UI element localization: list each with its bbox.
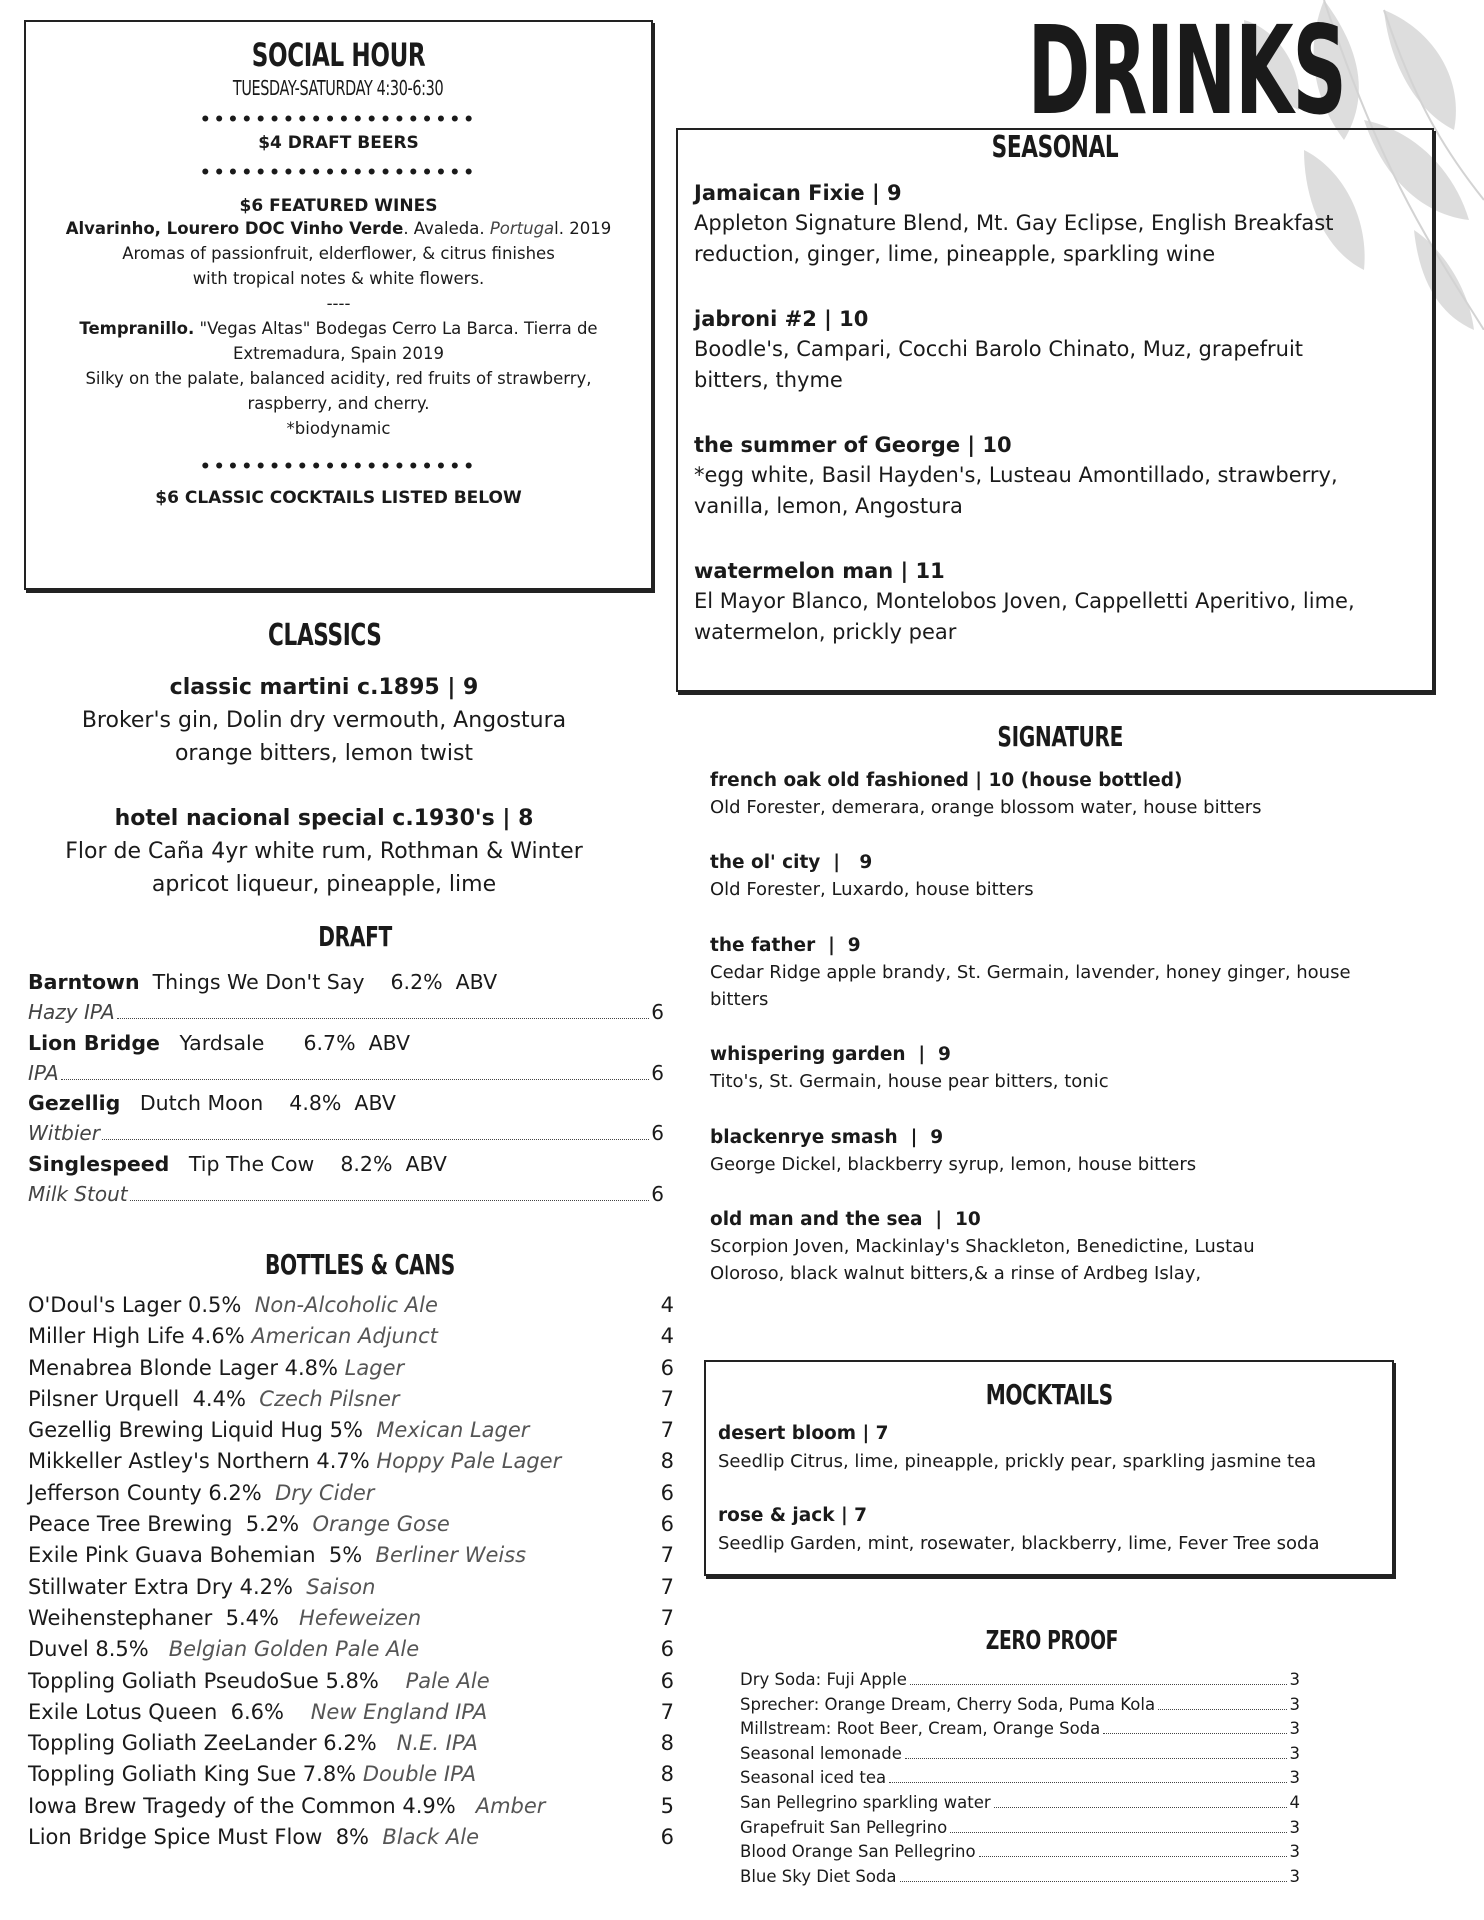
bottle-item: Toppling Goliath ZeeLander 6.2% N.E. IPA 8: [28, 1731, 674, 1756]
bottle-item: Pilsner Urquell 4.4% Czech Pilsner 7: [28, 1386, 674, 1411]
draft-item: Gezellig Dutch Moon 4.8% ABV Witbier 6: [28, 1091, 664, 1145]
bottle-item: Exile Pink Guava Bohemian 5% Berliner Weiss 7: [28, 1543, 674, 1568]
wine-1: Alvarinho, Lourero DOC Vinho Verde. Avaleda. Portugal. 2019 Aromas of passionfruit, elderflower, & citrus finishes with tropical notes & white flowers. ----: [65, 219, 612, 313]
bottles-heading: BOTTLES & CANS: [265, 1248, 455, 1281]
bottle-item: Duvel 8.5% Belgian Golden Pale Ale 6: [28, 1637, 674, 1662]
bottle-item: Gezellig Brewing Liquid Hug 5% Mexican Lager 7: [28, 1418, 674, 1443]
page-title: DRINKS: [1027, 0, 1346, 142]
signature-item: blackenrye smash | 9 George Dickel, blackberry syrup, lemon, house bitters: [710, 1127, 1197, 1175]
seasonal-item: watermelon man | 11 El Mayor Blanco, Montelobos Joven, Cappelletti Aperitivo, lime, watermelon, prickly pear: [694, 559, 1355, 644]
social-hour-hours: TUESDAY-SATURDAY 4:30-6:30: [233, 76, 444, 100]
zero-proof-item: Grapefruit San Pellegrino 3: [740, 1817, 1300, 1837]
zero-proof-list: [740, 1670, 1300, 1891]
dots-divider: ••••••••••••••••••••: [199, 457, 478, 477]
draft-item: Lion Bridge Yardsale 6.7% ABV IPA 6: [28, 1031, 664, 1085]
bottle-item: Miller High Life 4.6% American Adjunct 4: [28, 1324, 674, 1349]
bottle-item: Jefferson County 6.2% Dry Cider 6: [28, 1480, 674, 1505]
zero-proof-item: Blue Sky Diet Soda 3: [740, 1866, 1300, 1886]
mocktails-heading: MOCKTAILS: [985, 1378, 1113, 1411]
signature-item: old man and the sea | 10 Scorpion Joven, Mackinlay's Shackleton, Benedictine, Lustau Oloroso, black walnut bitters,& a rinse of Ardbeg Islay,: [710, 1209, 1255, 1284]
featured-wines-deal: $6 FEATURED WINES: [239, 196, 438, 216]
signature-item: the father | 9 Cedar Ridge apple brandy, St. Germain, lavender, honey ginger, house bitters: [710, 935, 1351, 1010]
social-hour-box: [24, 20, 653, 590]
dots-divider: ••••••••••••••••••••: [199, 110, 478, 130]
bottle-item: Toppling Goliath PseudoSue 5.8% Pale Ale 6: [28, 1668, 674, 1693]
signature-heading: SIGNATURE: [997, 720, 1123, 753]
draft-item: Barntown Things We Don't Say 6.2% ABV Hazy IPA 6: [28, 970, 664, 1024]
mocktail-item: rose & jack | 7 Seedlip Garden, mint, rosewater, blackberry, lime, Fever Tree soda: [718, 1505, 1320, 1554]
signature-item: the ol' city | 9 Old Forester, Luxardo, house bitters: [710, 852, 1034, 900]
mocktail-item: desert bloom | 7 Seedlip Citrus, lime, pineapple, prickly pear, sparkling jasmine tea: [718, 1423, 1317, 1472]
seasonal-box: [676, 128, 1434, 692]
bottle-item: Menabrea Blonde Lager 4.8% Lager 6: [28, 1355, 674, 1380]
classic-cocktails-deal: $6 CLASSIC COCKTAILS LISTED BELOW: [155, 488, 522, 508]
zero-proof-item: Seasonal iced tea 3: [740, 1768, 1300, 1788]
social-hour-heading: SOCIAL HOUR: [251, 36, 426, 74]
seasonal-heading: SEASONAL: [991, 130, 1119, 165]
signature-item: whispering garden | 9 Tito's, St. Germain, house pear bitters, tonic: [710, 1044, 1109, 1092]
draft-heading: DRAFT: [318, 920, 392, 953]
zero-proof-item: San Pellegrino sparkling water 4: [740, 1792, 1300, 1812]
zero-proof-heading: ZERO PROOF: [985, 1626, 1119, 1656]
bottles-list: [28, 1293, 674, 1856]
signature-item: french oak old fashioned | 10 (house bottled) Old Forester, demerara, orange blossom water, house bitters: [710, 770, 1262, 818]
seasonal-item: jabroni #2 | 10 Boodle's, Campari, Cocchi Barolo Chinato, Muz, grapefruit bitters, thyme: [694, 307, 1304, 392]
zero-proof-item: Sprecher: Orange Dream, Cherry Soda, Puma Kola 3: [740, 1694, 1300, 1714]
draft-beers-deal: $4 DRAFT BEERS: [258, 133, 419, 153]
seasonal-item: Jamaican Fixie | 9 Appleton Signature Blend, Mt. Gay Eclipse, English Breakfast reduction, ginger, lime, pineapple, sparkling wine: [694, 181, 1334, 266]
classic-item: classic martini c.1895 | 9 Broker's gin, Dolin dry vermouth, Angostura orange bitters, lemon twist: [81, 675, 567, 766]
mocktails-box: [704, 1360, 1394, 1576]
dots-divider: ••••••••••••••••••••: [199, 163, 478, 183]
draft-item: Singlespeed Tip The Cow 8.2% ABV Milk Stout 6: [28, 1152, 664, 1206]
seasonal-item: the summer of George | 10 *egg white, Basil Hayden's, Lusteau Amontillado, strawberry, vanilla, lemon, Angostura: [694, 433, 1338, 518]
bottle-item: Exile Lotus Queen 6.6% New England IPA 7: [28, 1699, 674, 1724]
bottle-item: Peace Tree Brewing 5.2% Orange Gose 6: [28, 1512, 674, 1537]
bottle-item: Mikkeller Astley's Northern 4.7% Hoppy Pale Lager 8: [28, 1449, 674, 1474]
bottle-item: Stillwater Extra Dry 4.2% Saison 7: [28, 1574, 674, 1599]
classics-heading: CLASSICS: [268, 618, 382, 653]
classic-item: hotel nacional special c.1930's | 8 Flor de Caña 4yr white rum, Rothman & Winter apricot liqueur, pineapple, lime: [65, 806, 583, 897]
zero-proof-item: Millstream: Root Beer, Cream, Orange Soda 3: [740, 1719, 1300, 1739]
zero-proof-item: Seasonal lemonade 3: [740, 1743, 1300, 1763]
bottle-item: Lion Bridge Spice Must Flow 8% Black Ale 6: [28, 1825, 674, 1850]
zero-proof-item: Dry Soda: Fuji Apple 3: [740, 1670, 1300, 1689]
bottle-item: Iowa Brew Tragedy of the Common 4.9% Amber 5: [28, 1793, 674, 1818]
wine-2: Tempranillo. "Vegas Altas" Bodegas Cerro La Barca. Tierra de Extremadura, Spain 2019 Silky on the palate, balanced acidity, red fruits of strawberry, raspberry, and cherry. *biodynamic: [79, 319, 598, 438]
zero-proof-item: Blood Orange San Pellegrino 3: [740, 1842, 1300, 1862]
bottle-item: Weihenstephaner 5.4% Hefeweizen 7: [28, 1605, 674, 1630]
bottle-item: O'Doul's Lager 0.5% Non-Alcoholic Ale 4: [28, 1293, 674, 1317]
bottle-item: Toppling Goliath King Sue 7.8% Double IPA 8: [28, 1762, 674, 1787]
